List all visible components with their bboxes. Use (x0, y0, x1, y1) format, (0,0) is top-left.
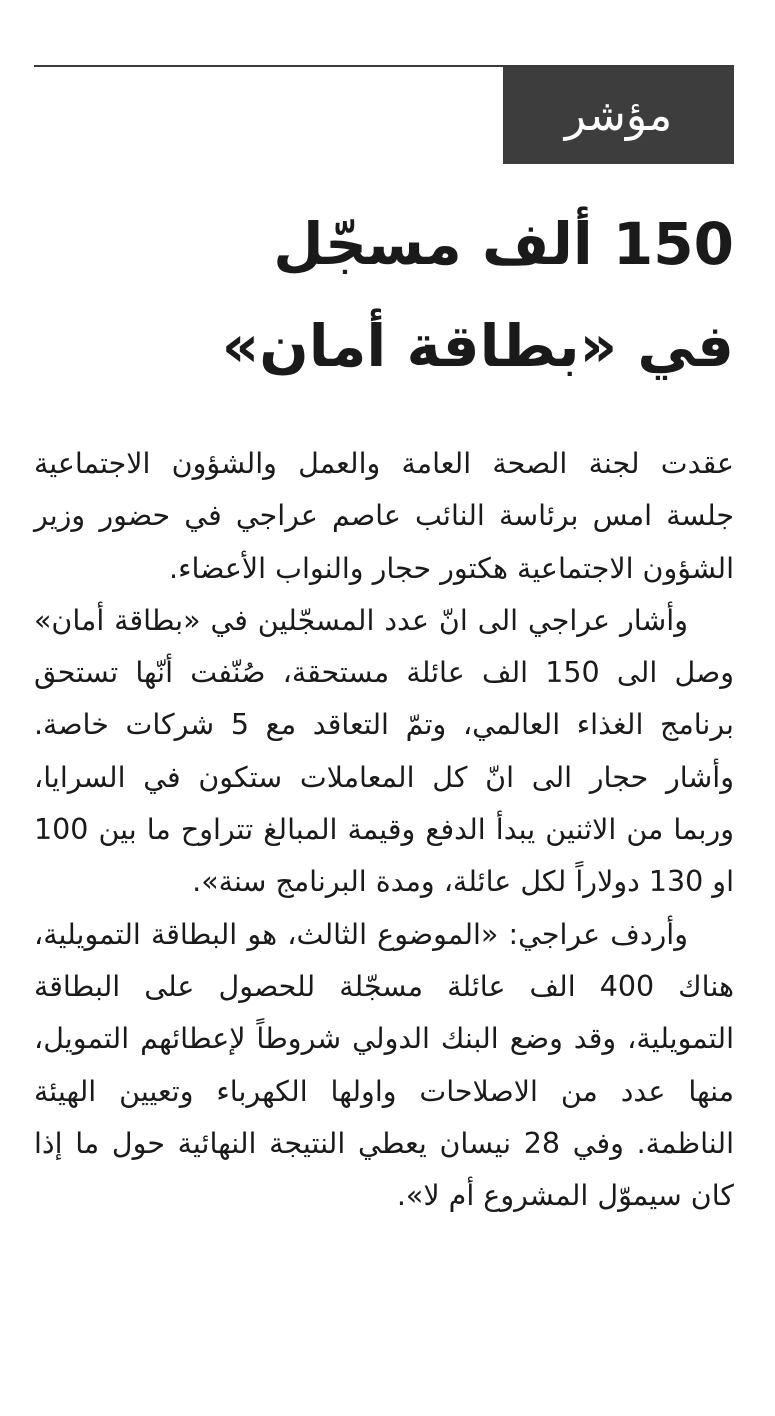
paragraph-1: عقدت لجنة الصحة العامة والعمل والشؤون الاجتماعية جلسة امس برئاسة النائب عاصم عراجي في حضور وزير الشؤون الاجتماعية هكتور حجار والنواب الأعضاء. (34, 447, 734, 585)
headline (34, 193, 734, 397)
paragraph-2: وأشار عراجي الى انّ عدد المسجّلين في «بطاقة أمان» وصل الى 150 الف عائلة مستحقة، صُنّفت أنّها تستحق برنامج الغذاء العالمي، وتمّ التعاقد مع 5 شركات خاصة. وأشار حجار الى انّ كل المعاملات ستكون في السرايا، وربما من الاثنين يبدأ الدفع وقيمة المبالغ تتراوح ما بين 100 او 130 دولاراً لكل عائلة، ومدة البرنامج سنة». (34, 603, 734, 899)
headline-line-1: 150 ألف مسجّل (273, 210, 734, 278)
section-label: مؤشر (503, 67, 734, 164)
headline-line-2: في «بطاقة أمان» (221, 312, 734, 380)
paragraph-3: وأردف عراجي: «الموضوع الثالث، هو البطاقة التمويلية، هناك 400 الف عائلة مسجّلة للحصول على البطاقة التمويلية، وقد وضع البنك الدولي شروطاً لإعطائهم التمويل، منها عدد من الاصلاحات واولها الكهرباء وتعيين الهيئة الناظمة. وفي 28 نيسان يعطي النتيجة النهائية حول ما إذا كان سيموّل المشروع أم لا». (34, 917, 734, 1213)
article-body (34, 438, 734, 1222)
